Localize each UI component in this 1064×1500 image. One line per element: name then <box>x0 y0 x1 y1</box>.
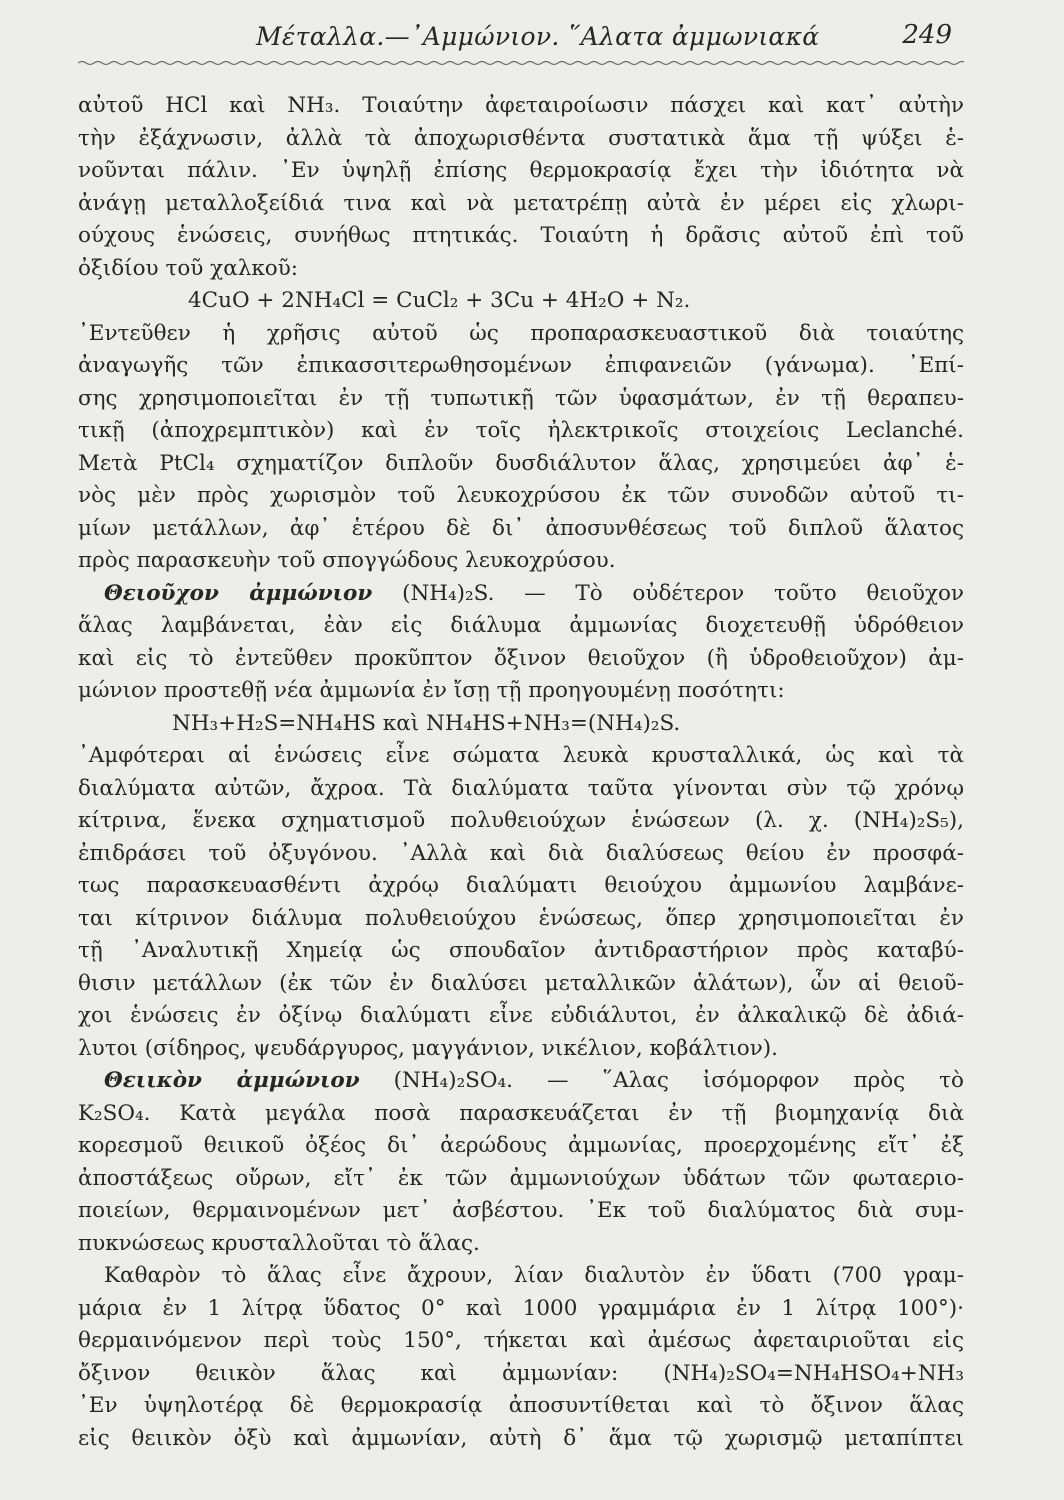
text-line: σης χρησιμοποιεῖται ἐν τῇ τυπωτικῇ τῶν ὑφασμάτων, ἐν τῇ θεραπευ- <box>78 385 964 411</box>
text-line: τὴν ἐξάχνωσιν, ἀλλὰ τὰ ἀποχωρισθέντα συστατικὰ ἅμα τῇ ψύξει ἑ- <box>78 125 964 151</box>
formula-line: NH₃+H₂S=NH₄HS καὶ NH₄HS+NH₃=(NH₄)₂S. <box>172 710 681 736</box>
text-line: αὐτοῦ HCl καὶ NH₃. Τοιαύτην ἀφεταιροίωσιν πάσχει καὶ κατ᾿ αὐτὴν <box>78 93 964 118</box>
text-line: τως παρασκευασθέντι ἀχρόῳ διαλύματι θειούχου ἀμμωνίου λαμβάνε- <box>78 873 964 898</box>
text-line: ούχους ἑνώσεις, συνήθως πτητικάς. Τοιαύτη ἡ δρᾶσις αὐτοῦ ἐπὶ τοῦ <box>78 223 964 248</box>
text-line: τῇ ᾿Αναλυτικῇ Χημείᾳ ὡς σπουδαῖον ἀντιδραστήριον πρὸς καταβύ- <box>78 938 964 963</box>
wavy-rule-icon <box>78 60 964 66</box>
text-line: ἅλας λαμβάνεται, ἐὰν εἰς διάλυμα ἀμμωνίας διοχετευθῇ ὑδρόθειον <box>78 613 964 638</box>
text-line: μάρια ἐν 1 λίτρᾳ ὕδατος 0° καὶ 1000 γραμμάρια ἐν 1 λίτρᾳ 100°)· <box>78 1295 964 1321</box>
text-line: νὸς μὲν πρὸς χωρισμὸν τοῦ λευκοχρύσου ἐκ τῶν συνοδῶν αὐτοῦ τι- <box>78 483 964 508</box>
running-head: Μέταλλα.—᾿Αμμώνιον. ῞Αλατα ἀμμωνιακά <box>256 22 820 51</box>
text-line: θισιν μετάλλων (ἐκ τῶν ἐν διαλύσει μεταλλικῶν ἁλάτων), ὧν αἱ θειοῦ- <box>78 970 964 996</box>
text-line: Καθαρὸν τὸ ἅλας εἶνε ἄχρουν, λίαν διαλυτὸν ἐν ὕδατι (700 γραμ- <box>104 1263 964 1288</box>
section-term: Θειοῦχον ἀμμώνιον <box>104 580 373 606</box>
section-term: Θειικὸν ἀμμώνιον <box>104 1068 360 1093</box>
text-line: μώνιον προστεθῇ νέα ἀμμωνία ἐν ἴσῃ τῇ προηγουμένῃ ποσότητι: <box>78 678 785 703</box>
text-line: λυτοι (σίδηρος, ψευδάργυρος, μαγγάνιον, νικέλιον, κοβάλτιον). <box>78 1035 779 1061</box>
text-line <box>78 1065 964 1098</box>
text-line: ὀξιδίου τοῦ χαλκοῦ: <box>78 255 299 281</box>
text-line: διαλύματα αὐτῶν, ἄχροα. Τὰ διαλύματα ταῦτα γίνονται σὺν τῷ χρόνῳ <box>78 775 964 801</box>
text-line <box>78 578 964 611</box>
text-line: ται κίτρινον διάλυμα πολυθειούχου ἑνώσεως, ὅπερ χρησιμοποιεῖται ἐν <box>78 905 964 931</box>
text-line: Μετὰ PtCl₄ σχηματίζον διπλοῦν δυσδιάλυτον ἅλας, χρησιμεύει ἀφ᾿ ἑ- <box>78 450 964 476</box>
text-line: κορεσμοῦ θειικοῦ ὀξέος δι᾿ ἀερώδους ἀμμωνίας, προερχομένης εἴτ᾿ ἐξ <box>78 1133 964 1158</box>
text-line: χοι ἑνώσεις ἐν ὀξίνῳ διαλύματι εἶνε εὐδιάλυτοι, ἐν ἀλκαλικῷ δὲ ἀδιά- <box>78 1003 964 1028</box>
text-line: καὶ εἰς τὸ ἐντεῦθεν προκῦπτον ὄξινον θειοῦχον (ἢ ὑδροθειοῦχον) ἀμ- <box>78 645 964 671</box>
text-line: θερμαινόμενον περὶ τοὺς 150°, τήκεται καὶ ἀμέσως ἀφεταιριοῦται εἰς <box>78 1328 964 1353</box>
line-text: (NH₄)₂S. — Τὸ οὐδέτερον τοῦτο θειοῦχον <box>372 580 964 606</box>
text-line: εἰς θειικὸν ὀξὺ καὶ ἀμμωνίαν, αὐτὴ δ᾿ ἅμα τῷ χωρισμῷ μεταπίπτει <box>78 1425 964 1451</box>
text-line: K₂SO₄. Κατὰ μεγάλα ποσὰ παρασκευάζεται ἐν τῇ βιομηχανίᾳ διὰ <box>78 1100 964 1126</box>
formula-line: 4CuO + 2NH₄Cl = CuCl₂ + 3Cu + 4H₂O + N₂. <box>188 288 691 313</box>
text-line: ἐπιδράσει τοῦ ὀξυγόνου. ᾿Αλλὰ καὶ διὰ διαλύσεως θείου ἐν προσφά- <box>78 840 964 866</box>
text-line: ᾿Αμφότεραι αἱ ἑνώσεις εἶνε σώματα λευκὰ κρυσταλλικά, ὡς καὶ τὰ <box>78 743 964 768</box>
text-line: πυκνώσεως κρυσταλλοῦται τὸ ἅλας. <box>78 1230 480 1256</box>
page-header <box>78 18 964 62</box>
text-line: ᾿Εντεῦθεν ἡ χρῆσις αὐτοῦ ὡς προπαρασκευαστικοῦ διὰ τοιαύτης <box>78 320 964 346</box>
text-line: ἀνάγῃ μεταλλοξείδιά τινα καὶ νὰ μετατρέπῃ αὐτὰ ἐν μέρει εἰς χλωρι- <box>78 190 964 216</box>
text-line: κίτρινα, ἕνεκα σχηματισμοῦ πολυθειούχων ἑνώσεων (λ. χ. (NH₄)₂S₅), <box>78 808 964 833</box>
text-line: μίων μετάλλων, ἀφ᾿ ἑτέρου δὲ δι᾿ ἀποσυνθέσεως τοῦ διπλοῦ ἅλατος <box>78 515 964 541</box>
line-text: (NH₄)₂SO₄. — ῞Αλας ἰσόμορφον πρὸς τὸ <box>359 1068 964 1093</box>
text-line: ὄξινον θειικὸν ἅλας καὶ ἀμμωνίαν: (NH₄)₂SO₄=NH₄HSO₄+NH₃ <box>78 1360 964 1386</box>
page-number: 249 <box>902 20 952 50</box>
body-text <box>78 90 964 1455</box>
text-line: ποιείων, θερμαινομένων μετ᾿ ἀσβέστου. ᾿Εκ τοῦ διαλύματος διὰ συμ- <box>78 1198 964 1223</box>
text-line: ἀναγωγῆς τῶν ἐπικασσιτερωθησομένων ἐπιφανειῶν (γάνωμα). ᾿Επί- <box>78 353 964 378</box>
text-line: πρὸς παρασκευὴν τοῦ σπογγώδους λευκοχρύσου. <box>78 548 616 573</box>
header-wavy-rule <box>78 60 964 66</box>
text-line: ἀποστάξεως οὔρων, εἴτ᾿ ἐκ τῶν ἀμμωνιούχων ὑδάτων τῶν φωταεριο- <box>78 1165 964 1191</box>
text-line: ᾿Εν ὑψηλοτέρᾳ δὲ θερμοκρασίᾳ ἀποσυντίθεται καὶ τὸ ὄξινον ἅλας <box>78 1393 964 1418</box>
text-line: τικῇ (ἀποχρεμπτικὸν) καὶ ἐν τοῖς ἠλεκτρικοῖς στοιχείοις Leclanché. <box>78 418 964 443</box>
text-line: νοῦνται πάλιν. ᾿Εν ὑψηλῇ ἐπίσης θερμοκρασίᾳ ἔχει τὴν ἰδιότητα νὰ <box>78 158 964 183</box>
